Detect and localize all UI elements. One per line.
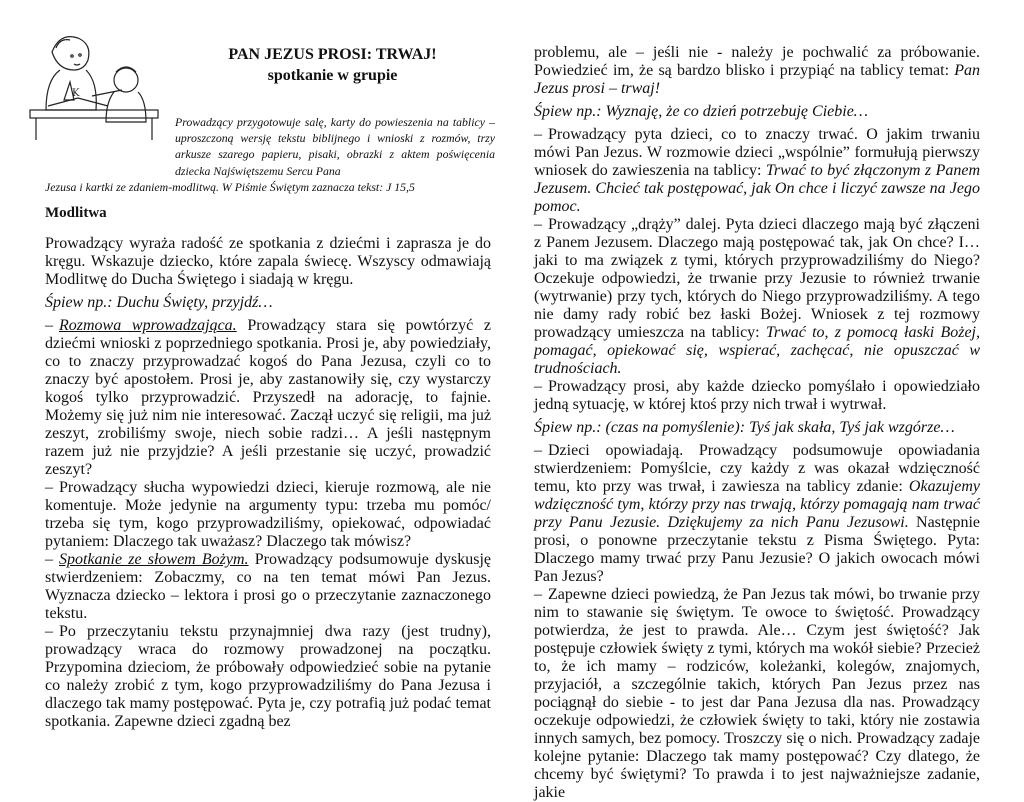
label-intro-talk: Rozmowa wprowadzająca. [59, 317, 237, 334]
title-block [195, 44, 470, 86]
paragraph-meaning: – Prowadzący pyta dzieci, co to znaczy trwać. O jakim trwaniu mówi Pan Jezus. W rozmowie dzieci „wspólnie” formułują pierwszy wniosek do zawieszenia na tablicy: Trwać to być złączonym z Panem Jezusem. Chcieć tak postępować, jak On chce i liczyć zawsze na Jego pomoc. [534, 126, 980, 215]
text-digging: Prowadzący „drąży” dalej. Pyta dzieci dlaczego mają być złączeni z Panem Jezusem. Dlaczego mają postępować tak, jak On chce? I… jaki to ma związek z tymi, których przyprowadziliśmy do Niego? Oczekuje odpowiedzi, że trwanie przy Jezusie to również trwanie (wytrwanie) przy tych, których do Niego przyprowadziliśmy. A tego nie damy rady robić bez łaski Bożej. Wniosek z tej rozmowy prowadzący umieszcza na tablicy: [534, 216, 980, 341]
text-holiness: Zapewne dzieci powiedzą, że Pan Jezus tak mówi, bo trwanie przy nim to stawanie się świętym. Te owoce to świętość. Prowadzący potwierdza, że jest to prawda. Ale… Czym jest świętość? Jak postępuje człowiek święty z tymi, których ma wokół siebie? Przecież to, że ich mamy – rodziców, koleżanki, kolegów, znajomych, przyjaciół, a szczególnie takich, których Pan Jezus przez nas pociągnął do siebie - to jest dar Pana Jezusa dla nas. Prowadzący oczekuje odpowiedzi, że człowiek święty to taki, który nie zostawia innych samych, bez pomocy. Troszczy się o nich. Prowadzący zadaje kolejne pytanie: Dlaczego tak mamy postępować? Czy dlatego, że chcemy być świętymi? To prawda i to jest najważniejsze zadanie, jakie [534, 586, 980, 801]
paragraph-intro-talk: – Rozmowa wprowadzająca. Prowadzący stara się powtórzyć z dziećmi wnioski z poprzedniego spotkania. Prosi je, aby powiedziały, co to znaczy przyprowadzać kogoś do Pana Jezusa, czyli co to znaczy być apostołem. Prosi je, aby zastanowiły się, czy wystarczy kogoś tylko przyprowadzić. Przyszedł na adorację, to fajnie. Możemy się już nim nie interesować. Zaczął uczyć się religii, ma już zeszyt, zrobiliśmy swoje, niech sobie radzi… A jeśli następnym razem już nie przyjdzie? A jeśli przestanie się uczyć, prowadzić zeszyt? [45, 317, 491, 478]
paragraph-digging: – Prowadzący „drąży” dalej. Pyta dzieci dlaczego mają być złączeni z Panem Jezusem. Dlaczego mają postępować tak, jak On chce? I… jaki to ma związek z tymi, których przyprowadziliśmy do Niego? Oczekuje odpowiedzi, że trwanie przy Jezusie to również trwanie (wytrwanie) przy tych, których do Niego przyprowadziliśmy. A tego nie damy rady robić bez łaski Bożej. Wniosek z tej rozmowy prowadzący umieszcza na tablicy: Trwać to, z pomocą łaski Bożej, pomagać, opiekować się, wspierać, zachęcać, nie opuszczać w trudnościach. [534, 216, 981, 377]
text-stories-tail: Następnie prosi, o ponowne przeczytanie tekstu z Pisma Świętego. Pyta: Dlaczego mamy trwać przy Panu Jezusie? O jakich owocach mówi Pan Jezus? [534, 514, 980, 585]
text-topic: problemu, ale – jeśli nie - należy je pochwalić za próbowanie. Powiedzieć im, że są bardzo blisko i przypiąć na tablicy temat: [534, 44, 980, 79]
text-stories-italic: Okazujemy wdzięczność tym, którzy przy nas trwają, którzy pomagają nam trwać przy Panu Jezusie. Dziękujemy za nich Panu Jezusowi. [534, 478, 980, 531]
song-2: Śpiew np.: Wyznaję, że co dzień potrzebuję Ciebie… [534, 103, 869, 120]
intro-text: Prowadzący przygotowuje salę, karty do powieszenia na tablicy – uproszczoną wersję tekstu biblijnego i wnioski z rozmów, trzy arkusze szarego papieru, pisaki, obrazki z aktem poświęcenia dziecka Najświętszemu Sercu Pana [175, 115, 495, 178]
text-digging-italic: Trwać to, z pomocą łaski Bożej, pomagać, opiekować się, wspierać, zachęcać, nie opuszczać w trudnościach. [534, 324, 981, 377]
text-word-of-god: Prowadzący podsumowuje dyskusję stwierdzeniem: Zobaczmy, co na ten temat mówi Pan Jezus. Wyznacza dziecko – lektora i prosi go o przeczytanie zaznaczonego tekstu. [45, 551, 492, 622]
left-column [45, 235, 491, 731]
paragraph-prayer: Prowadzący wyraża radość ze spotkania z dziećmi i zaprasza je do kręgu. Wskazuje dziecko, które zapala świecę. Wszyscy odmawiają Modlitwę do Ducha Świętego i siadają w kręgu. [45, 235, 491, 288]
text-stories: Dzieci opowiadają. Prowadzący podsumowuje opowiadania stwierdzeniem: Pomyślcie, czy każdy z was okazał wdzięczność temu, kto przy was trwał, i zawiesza na tablicy zdanie: [534, 442, 980, 495]
paragraph-listening: – Prowadzący słucha wypowiedzi dzieci, kieruje rozmową, ale nie komentuje. Może jedynie na argumenty typu: trzeba mu pomóc/ trzeba się tym, kogo przyprowadziliśmy, opiekować, odpowiadać pytaniem: Dlaczego tak uważasz? Dlaczego tak mówisz? [45, 479, 491, 550]
text-intro-talk: Prowadzący stara się powtórzyć z dziećmi wnioski z poprzedniego spotkania. Prosi je, aby powiedziały, co to znaczy przyprowadzać kogoś do Pana Jezusa, czyli co to znaczy być apostołem. Prosi je, aby zastanowiły się, czy wystarczy kogoś tylko przyprowadzić. Przyszedł na adorację, to fajnie. Możemy się już nim nie interesować. Zaczął uczyć się religii, ma już zeszyt, zrobiliśmy swoje, niech sobie radzi… A jeśli następnym razem już nie przyjdzie? A jeśli przestanie się uczyć, prowadzić zeszyt? [45, 317, 491, 478]
text-meaning: Prowadzący pyta dzieci, co to znaczy trwać. O jakim trwaniu mówi Pan Jezus. W rozmowie dzieci „wspólnie” formułują pierwszy wniosek do zawieszenia na tablicy: [534, 126, 980, 179]
text-meaning-italic: Trwać to być złączonym z Panem Jezusem. Chcieć tak postępować, jak On chce i liczyć zawsze na Jego pomoc. [534, 162, 980, 215]
paragraph-word-of-god: – Spotkanie ze słowem Bożym. Prowadzący podsumowuje dyskusję stwierdzeniem: Zobaczmy, co na ten temat mówi Pan Jezus. Wyznacza dziecko – lektora i prosi go o przeczytanie zaznaczonego tekstu. [45, 551, 492, 622]
text-topic-italic: Pan Jezus prosi – trwaj! [534, 62, 980, 97]
paragraph-holiness: – Zapewne dzieci powiedzą, że Pan Jezus tak mówi, bo trwanie przy nim to stawanie się świętym. Te owoce to świętość. Prowadzący potwierdza, że jest to prawda. Ale… Czym jest świętość? Jak postępuje człowiek święty z tymi, których ma wokół siebie? Przecież to, że ich mamy – rodziców, koleżanki, kolegów, znajomych, przyjaciół, a szczególnie takich, których Pan Jezus przez nas pociągnął do siebie - to jest dar Pana Jezusa dla nas. Prowadzący oczekuje odpowiedzi, że człowiek święty to taki, który nie zostawia innych samych, bez pomocy. Troszczy się o nich. Prowadzący zadaje kolejne pytanie: Dlaczego tak mamy postępować? Czy dlatego, że chcemy być świętymi? To prawda i to jest najważniejsze zadanie, jakie [534, 586, 980, 801]
text-listening: Prowadzący słucha wypowiedzi dzieci, kieruje rozmową, ale nie komentuje. Może jedynie na argumenty typu: trzeba mu pomóc/ trzeba się tym, kogo przyprowadziliśmy, opiekować, odpowiadać pytaniem: Dlaczego tak uważasz? Dlaczego tak mówisz? [45, 479, 491, 550]
paragraph-situations: – Prowadzący prosi, aby każde dziecko pomyślało i opowiedziało jedną sytuację, w której ktoś przy nich trwał i wytrwał. [534, 378, 980, 413]
paragraph-stories: – Dzieci opowiadają. Prowadzący podsumowuje opowiadania stwierdzeniem: Pomyślcie, czy każdy z was okazał wdzięczność temu, kto przy was trwał, i zawiesza na tablicy zdanie: Okazujemy wdzięczność tym, którzy przy nas trwają, którzy pomagają nam trwać przy Panu Jezusie. Dziękujemy za nich Panu Jezusowi. Następnie prosi, o ponowne przeczytanie tekstu z Pisma Świętego. Pyta: Dlaczego mamy trwać przy Panu Jezusie? O jakich owocach mówi Pan Jezus? [534, 442, 980, 585]
paragraph-after-reading: – Po przeczytaniu tekstu przynajmniej dwa razy (jest trudny), prowadzący wraca do rozmowy prowadzonej na początku. Przypomina dzieciom, że próbowały odpowiedzieć sobie na pytanie co należy zrobić z tym, kogo przyprowadziliśmy do Pana Jezusa i dlaczego tak mamy postępować. Pyta je, czy potrafią już podać temat spotkania. Zapewne dzieci zgadną bez [45, 623, 491, 730]
page-subtitle: spotkanie w grupie [267, 67, 398, 84]
teacher-and-child-illustration [22, 22, 170, 142]
song-1: Śpiew np.: Duchu Święty, przyjdź… [45, 294, 273, 311]
song-3: Śpiew np.: (czas na pomyślenie): Tyś jak skała, Tyś jak wzgórze… [534, 419, 955, 436]
svg-text:K: K [72, 88, 80, 99]
intro-text-tail: Jezusa i kartki ze zdaniem-modlitwą. W Piśmie Świętym zaznacza tekst: J 15,5 [45, 180, 415, 194]
label-word-of-god: Spotkanie ze słowem Bożym. [59, 551, 249, 568]
section-title: Modlitwa [45, 205, 107, 221]
text-situations: Prowadzący prosi, aby każde dziecko pomyślało i opowiedziało jedną sytuację, w której ktoś przy nich trwał i wytrwał. [534, 378, 980, 413]
text-after-reading: Po przeczytaniu tekstu przynajmniej dwa razy (jest trudny), prowadzący wraca do rozmowy prowadzonej na początku. Przypomina dzieciom, że próbowały odpowiedzieć sobie na pytanie co należy zrobić z tym, kogo przyprowadziliśmy do Pana Jezusa i dlaczego tak mamy postępować. Pyta je, czy potrafią już podać temat spotkania. Zapewne dzieci zgadną bez [45, 623, 491, 730]
right-column [534, 44, 980, 802]
page-title: PAN JEZUS PROSI: TRWAJ! [228, 46, 437, 63]
paragraph-topic [534, 44, 980, 98]
